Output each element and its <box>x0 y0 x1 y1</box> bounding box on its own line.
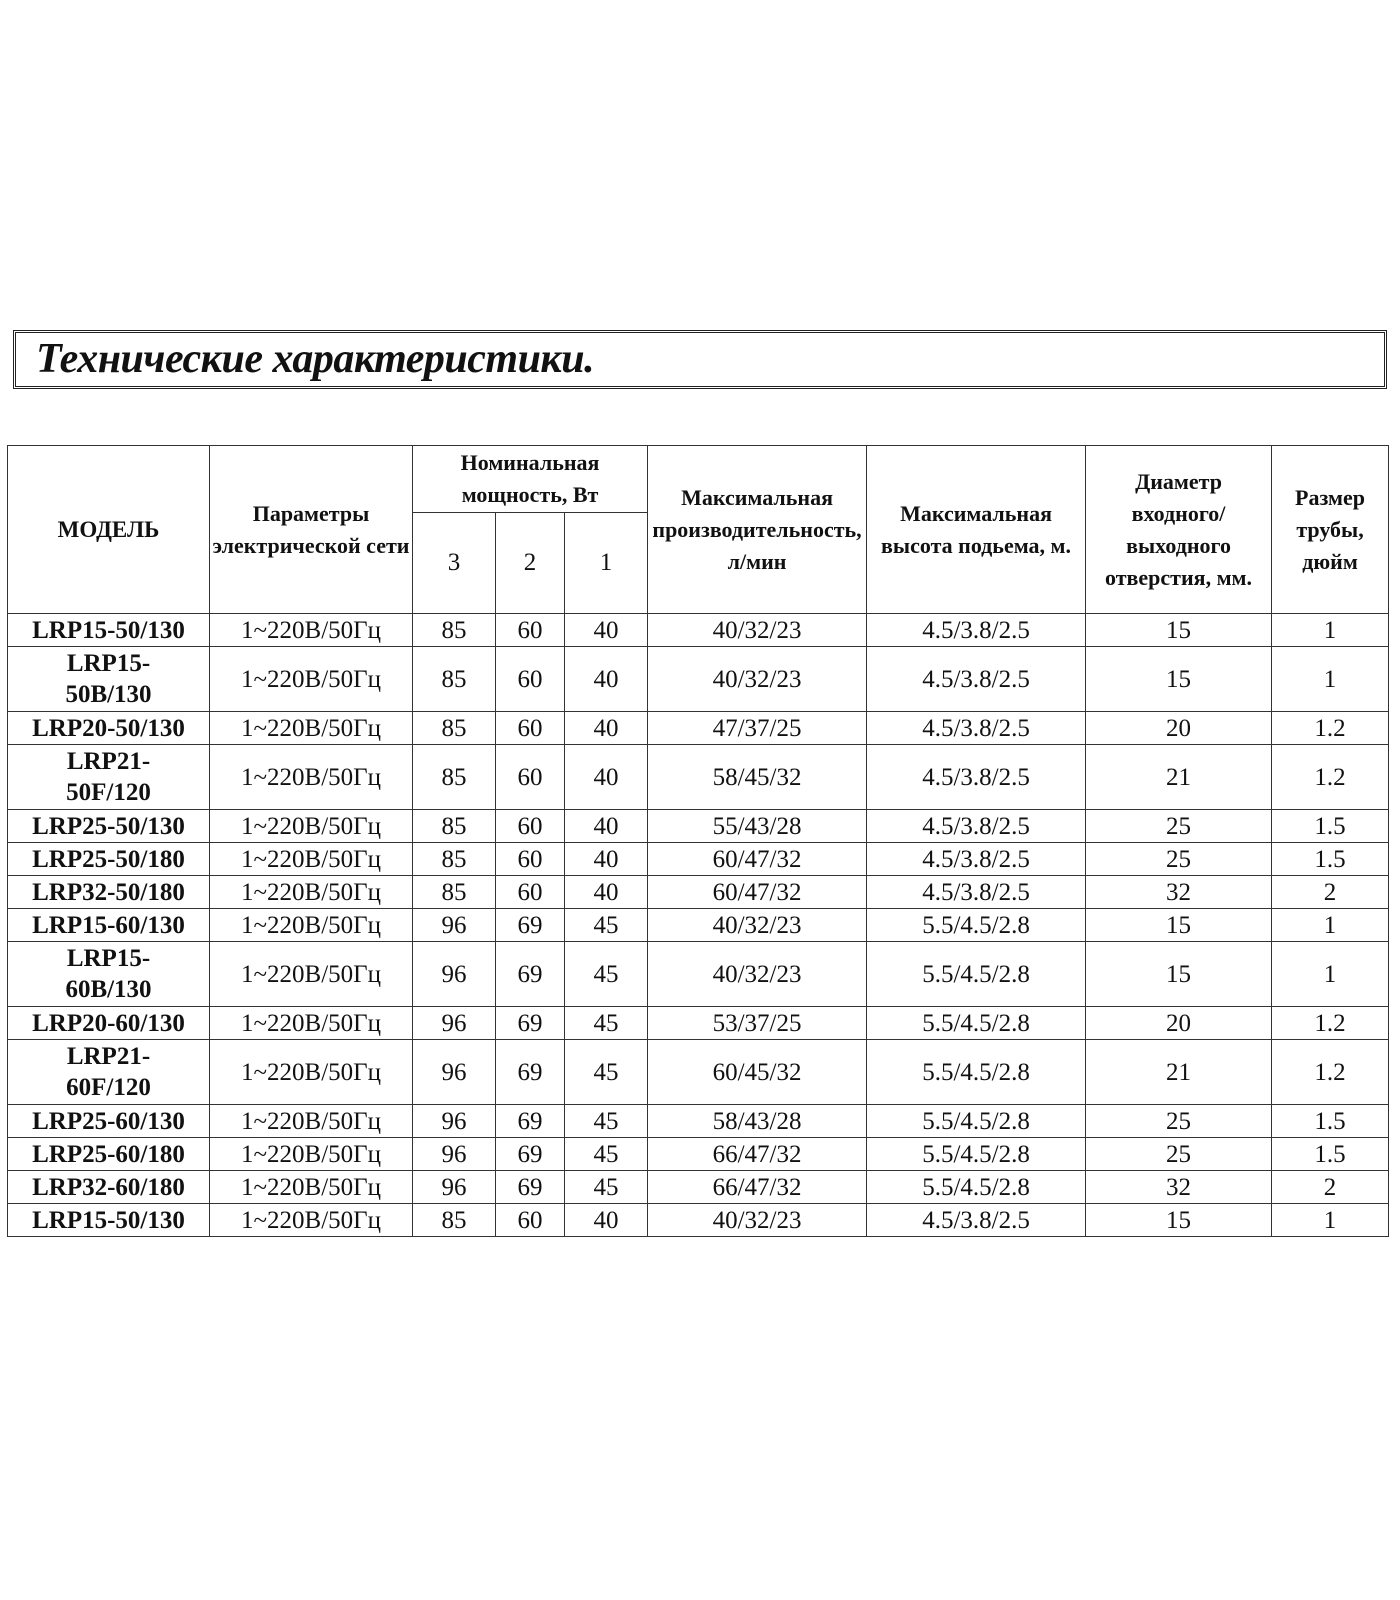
table-cell-diameter: 25 <box>1086 1138 1272 1171</box>
table-cell-head: 5.5/4.5/2.8 <box>867 1040 1086 1105</box>
table-cell-flow: 60/47/32 <box>648 843 867 876</box>
table-cell-head: 4.5/3.8/2.5 <box>867 712 1086 745</box>
table-cell-diameter: 25 <box>1086 810 1272 843</box>
table-cell-diameter: 15 <box>1086 614 1272 647</box>
table-cell-head: 5.5/4.5/2.8 <box>867 1105 1086 1138</box>
table-cell-power-3: 85 <box>413 712 496 745</box>
table-cell-pipe: 1.5 <box>1272 1105 1389 1138</box>
table-cell-power-3: 85 <box>413 647 496 712</box>
table-cell-flow: 47/37/25 <box>648 712 867 745</box>
table-cell-diameter: 20 <box>1086 712 1272 745</box>
table-cell-power-2: 60 <box>496 876 565 909</box>
table-cell-model: LRP20-60/130 <box>8 1007 210 1040</box>
table-cell-pipe: 2 <box>1272 876 1389 909</box>
table-cell-power-3: 96 <box>413 1105 496 1138</box>
table-cell-diameter: 25 <box>1086 843 1272 876</box>
table-cell-diameter: 15 <box>1086 909 1272 942</box>
table-cell-diameter: 32 <box>1086 1171 1272 1204</box>
table-row <box>8 1105 1389 1138</box>
table-cell-model: LRP25-50/130 <box>8 810 210 843</box>
table-cell-pipe: 1.2 <box>1272 712 1389 745</box>
table-cell-head: 5.5/4.5/2.8 <box>867 942 1086 1007</box>
table-cell-head: 4.5/3.8/2.5 <box>867 876 1086 909</box>
title-box <box>13 330 1387 389</box>
table-cell-network: 1~220В/50Гц <box>210 843 413 876</box>
spec-table <box>7 445 1389 1237</box>
table-cell-head: 5.5/4.5/2.8 <box>867 1138 1086 1171</box>
table-cell-power-3: 85 <box>413 843 496 876</box>
table-cell-power-2: 60 <box>496 745 565 810</box>
table-cell-pipe: 1.2 <box>1272 1040 1389 1105</box>
table-cell-flow: 58/43/28 <box>648 1105 867 1138</box>
table-cell-head: 4.5/3.8/2.5 <box>867 1204 1086 1237</box>
header-power-speed-3: 3 <box>413 513 496 614</box>
table-cell-model: LRP25-50/180 <box>8 843 210 876</box>
header-head: Максимальная высота подьема, м. <box>867 446 1086 614</box>
table-cell-diameter: 20 <box>1086 1007 1272 1040</box>
table-cell-power-3: 85 <box>413 745 496 810</box>
header-flow: Максимальная производительность, л/мин <box>648 446 867 614</box>
table-cell-power-2: 69 <box>496 942 565 1007</box>
table-cell-power-2: 60 <box>496 1204 565 1237</box>
table-cell-power-3: 96 <box>413 1138 496 1171</box>
table-cell-network: 1~220В/50Гц <box>210 876 413 909</box>
table-cell-power-1: 40 <box>565 876 648 909</box>
table-row <box>8 876 1389 909</box>
table-row <box>8 843 1389 876</box>
table-cell-model: LRP21-60F/120 <box>8 1040 210 1105</box>
table-cell-pipe: 1 <box>1272 647 1389 712</box>
table-cell-diameter: 15 <box>1086 942 1272 1007</box>
table-cell-flow: 40/32/23 <box>648 1204 867 1237</box>
table-cell-model: LRP32-50/180 <box>8 876 210 909</box>
table-cell-flow: 53/37/25 <box>648 1007 867 1040</box>
table-cell-network: 1~220В/50Гц <box>210 712 413 745</box>
table-cell-network: 1~220В/50Гц <box>210 1171 413 1204</box>
table-cell-flow: 60/45/32 <box>648 1040 867 1105</box>
table-cell-network: 1~220В/50Гц <box>210 1007 413 1040</box>
table-row <box>8 647 1389 712</box>
table-cell-model: LRP15-50/130 <box>8 1204 210 1237</box>
table-cell-pipe: 1.5 <box>1272 1138 1389 1171</box>
table-cell-power-3: 96 <box>413 1007 496 1040</box>
table-cell-pipe: 1.5 <box>1272 810 1389 843</box>
table-cell-power-1: 45 <box>565 909 648 942</box>
table-cell-power-1: 40 <box>565 712 648 745</box>
header-power-speed-1: 1 <box>565 513 648 614</box>
header-model: МОДЕЛЬ <box>8 446 210 614</box>
table-cell-head: 5.5/4.5/2.8 <box>867 909 1086 942</box>
table-cell-power-1: 45 <box>565 1007 648 1040</box>
table-cell-power-2: 69 <box>496 1007 565 1040</box>
table-cell-flow: 40/32/23 <box>648 614 867 647</box>
table-row <box>8 909 1389 942</box>
table-cell-power-3: 85 <box>413 810 496 843</box>
table-cell-head: 4.5/3.8/2.5 <box>867 745 1086 810</box>
table-cell-power-2: 69 <box>496 1138 565 1171</box>
table-cell-pipe: 1 <box>1272 909 1389 942</box>
table-row <box>8 810 1389 843</box>
table-cell-flow: 40/32/23 <box>648 909 867 942</box>
table-cell-network: 1~220В/50Гц <box>210 810 413 843</box>
table-cell-diameter: 21 <box>1086 1040 1272 1105</box>
table-row <box>8 614 1389 647</box>
table-cell-model: LRP25-60/180 <box>8 1138 210 1171</box>
header-pipe: Размер трубы, дюйм <box>1272 446 1389 614</box>
table-cell-power-3: 96 <box>413 1171 496 1204</box>
table-cell-head: 4.5/3.8/2.5 <box>867 614 1086 647</box>
table-cell-flow: 58/45/32 <box>648 745 867 810</box>
table-cell-power-2: 60 <box>496 712 565 745</box>
table-row <box>8 1204 1389 1237</box>
header-network: Параметры электрической сети <box>210 446 413 614</box>
header-row-top <box>8 446 1389 513</box>
table-cell-power-2: 60 <box>496 647 565 712</box>
table-cell-pipe: 1 <box>1272 942 1389 1007</box>
header-diameter: Диаметр входного/выходного отверстия, мм. <box>1086 446 1272 614</box>
table-row <box>8 942 1389 1007</box>
table-cell-model: LRP15-60/130 <box>8 909 210 942</box>
table-row <box>8 745 1389 810</box>
table-cell-pipe: 1 <box>1272 614 1389 647</box>
table-cell-diameter: 25 <box>1086 1105 1272 1138</box>
table-cell-flow: 40/32/23 <box>648 942 867 1007</box>
table-cell-model: LRP20-50/130 <box>8 712 210 745</box>
table-cell-power-3: 85 <box>413 1204 496 1237</box>
table-cell-flow: 55/43/28 <box>648 810 867 843</box>
table-cell-network: 1~220В/50Гц <box>210 614 413 647</box>
table-cell-model: LRP15-50B/130 <box>8 647 210 712</box>
table-cell-power-1: 45 <box>565 942 648 1007</box>
table-cell-power-2: 69 <box>496 1040 565 1105</box>
table-cell-power-1: 40 <box>565 745 648 810</box>
table-cell-power-3: 96 <box>413 1040 496 1105</box>
table-cell-diameter: 15 <box>1086 647 1272 712</box>
table-cell-power-3: 96 <box>413 942 496 1007</box>
table-cell-power-1: 40 <box>565 843 648 876</box>
table-cell-power-2: 69 <box>496 1171 565 1204</box>
table-row <box>8 1040 1389 1105</box>
table-cell-diameter: 21 <box>1086 745 1272 810</box>
table-cell-head: 5.5/4.5/2.8 <box>867 1171 1086 1204</box>
table-cell-power-1: 40 <box>565 614 648 647</box>
table-cell-model: LRP25-60/130 <box>8 1105 210 1138</box>
table-row <box>8 1138 1389 1171</box>
table-cell-diameter: 32 <box>1086 876 1272 909</box>
table-cell-power-2: 60 <box>496 810 565 843</box>
table-cell-network: 1~220В/50Гц <box>210 942 413 1007</box>
table-cell-network: 1~220В/50Гц <box>210 1138 413 1171</box>
table-cell-model: LRP21-50F/120 <box>8 745 210 810</box>
table-row <box>8 1007 1389 1040</box>
table-cell-network: 1~220В/50Гц <box>210 909 413 942</box>
table-cell-flow: 40/32/23 <box>648 647 867 712</box>
table-cell-head: 4.5/3.8/2.5 <box>867 843 1086 876</box>
spec-table-body <box>8 614 1389 1237</box>
table-row <box>8 1171 1389 1204</box>
table-cell-pipe: 2 <box>1272 1171 1389 1204</box>
table-cell-pipe: 1.2 <box>1272 745 1389 810</box>
table-cell-pipe: 1.2 <box>1272 1007 1389 1040</box>
table-cell-pipe: 1.5 <box>1272 843 1389 876</box>
table-cell-power-3: 85 <box>413 876 496 909</box>
table-row <box>8 712 1389 745</box>
table-cell-power-2: 69 <box>496 909 565 942</box>
table-cell-power-1: 40 <box>565 1204 648 1237</box>
table-cell-network: 1~220В/50Гц <box>210 745 413 810</box>
table-cell-power-2: 69 <box>496 1105 565 1138</box>
header-power: Номинальная мощность, Вт <box>413 446 648 513</box>
table-cell-network: 1~220В/50Гц <box>210 1204 413 1237</box>
table-cell-pipe: 1 <box>1272 1204 1389 1237</box>
table-cell-diameter: 15 <box>1086 1204 1272 1237</box>
table-cell-power-1: 40 <box>565 810 648 843</box>
table-cell-model: LRP15-60B/130 <box>8 942 210 1007</box>
table-cell-flow: 66/47/32 <box>648 1171 867 1204</box>
table-cell-network: 1~220В/50Гц <box>210 647 413 712</box>
table-cell-power-2: 60 <box>496 843 565 876</box>
table-cell-power-3: 85 <box>413 614 496 647</box>
page-title: Технические характеристики. <box>36 336 595 382</box>
table-cell-head: 5.5/4.5/2.8 <box>867 1007 1086 1040</box>
header-power-speed-2: 2 <box>496 513 565 614</box>
table-cell-network: 1~220В/50Гц <box>210 1040 413 1105</box>
table-cell-head: 4.5/3.8/2.5 <box>867 810 1086 843</box>
table-cell-model: LRP15-50/130 <box>8 614 210 647</box>
table-cell-power-1: 40 <box>565 647 648 712</box>
table-cell-head: 4.5/3.8/2.5 <box>867 647 1086 712</box>
table-cell-power-1: 45 <box>565 1040 648 1105</box>
table-cell-power-2: 60 <box>496 614 565 647</box>
table-cell-power-3: 96 <box>413 909 496 942</box>
table-cell-model: LRP32-60/180 <box>8 1171 210 1204</box>
table-cell-network: 1~220В/50Гц <box>210 1105 413 1138</box>
table-cell-flow: 66/47/32 <box>648 1138 867 1171</box>
table-cell-power-1: 45 <box>565 1171 648 1204</box>
table-cell-power-1: 45 <box>565 1105 648 1138</box>
table-cell-power-1: 45 <box>565 1138 648 1171</box>
table-cell-flow: 60/47/32 <box>648 876 867 909</box>
